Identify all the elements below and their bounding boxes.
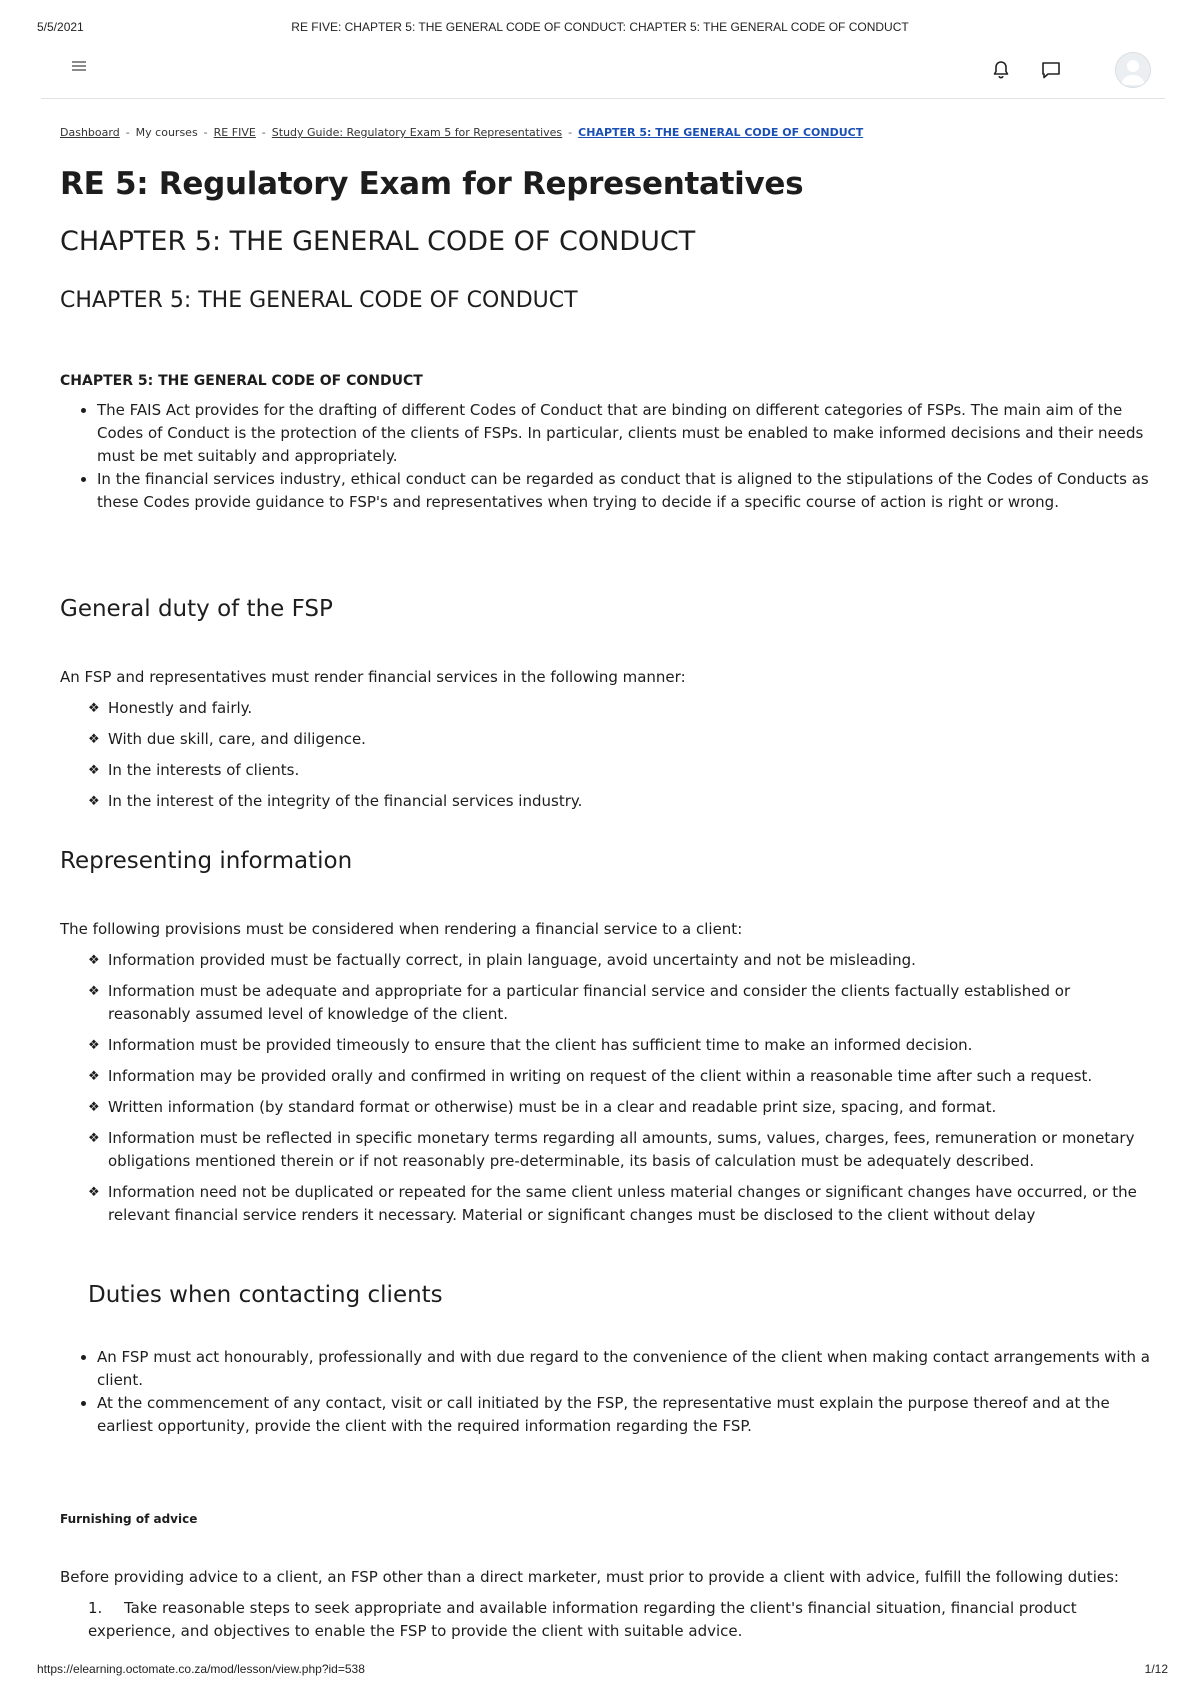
list-item-text: In the interest of the integrity of the financial services industry. — [108, 792, 583, 810]
diamond-bullet-icon: ❖ — [88, 1038, 100, 1053]
list-item — [60, 1034, 1150, 1057]
advice-lead: Before providing advice to a client, an FSP other than a direct marketer, must prior to provide a client with advice, fulfill the following duties: — [60, 1568, 1119, 1586]
list-item-number: 1. — [88, 1599, 103, 1617]
list-item-text: Information must be provided timeously to ensure that the client has sufficient time to make an informed decision. — [108, 1036, 973, 1054]
advice-heading: Furnishing of advice — [60, 1512, 198, 1526]
list-item — [60, 1065, 1150, 1088]
page-title: CHAPTER 5: THE GENERAL CODE OF CONDUCT — [60, 288, 578, 313]
chat-bubble-icon[interactable] — [1039, 58, 1063, 82]
list-item: • The FAIS Act provides for the drafting of different Codes of Conduct that are binding on different categories of FSPs. The main aim of the Codes of Conduct is the protection of the clients of FSPs. In particular, clients must be enabled to make informed decisions and their needs must be met suitably and appropriately. — [97, 399, 1150, 468]
list-item — [60, 1096, 1150, 1119]
list-item-text: Written information (by standard format or otherwise) must be in a clear and readable print size, spacing, and format. — [108, 1098, 997, 1116]
diamond-bullet-icon: ❖ — [88, 1185, 100, 1200]
section-heading-contacting: Duties when contacting clients — [88, 1282, 443, 1308]
course-title: RE 5: Regulatory Exam for Representatives — [60, 166, 804, 202]
intro-section — [60, 370, 1150, 514]
list-item-text: Information must be adequate and appropriate for a particular financial service and consider the clients factually established or reasonably assumed level of knowledge of the client. — [108, 982, 1071, 1023]
breadcrumb-separator: - — [203, 126, 208, 139]
list-item — [60, 1127, 1150, 1173]
top-navbar — [41, 44, 1165, 99]
diamond-bullet-icon: ❖ — [88, 794, 100, 809]
breadcrumb-my-courses[interactable]: My courses — [135, 126, 198, 139]
list-item — [60, 728, 1150, 751]
list-item — [60, 949, 1150, 972]
contacting-bullet-list — [60, 1346, 1150, 1438]
representing-section — [60, 918, 1150, 1235]
diamond-bullet-icon: ❖ — [88, 763, 100, 778]
contacting-section — [60, 1346, 1150, 1438]
diamond-bullet-icon: ❖ — [88, 732, 100, 747]
list-item: • An FSP must act honourably, professionally and with due regard to the convenience of the client when making contact arrangements with a client. — [97, 1346, 1150, 1392]
list-item-text: Information need not be duplicated or repeated for the same client unless material changes or significant changes have occurred, or the relevant financial service renders it necessary. Material or significant changes must be disclosed to the client without delay — [108, 1183, 1137, 1224]
breadcrumb — [60, 126, 863, 139]
breadcrumb-separator: - — [568, 126, 573, 139]
section-heading-representing: Representing information — [60, 848, 353, 874]
list-item-text: Information may be provided orally and confirmed in writing on request of the client within a reasonable time after such a request. — [108, 1067, 1093, 1085]
hamburger-menu-icon[interactable] — [72, 61, 86, 71]
diamond-bullet-icon: ❖ — [88, 984, 100, 999]
print-date: 5/5/2021 — [37, 20, 84, 34]
avatar-icon[interactable] — [1115, 52, 1151, 88]
breadcrumb-current-chapter[interactable]: CHAPTER 5: THE GENERAL CODE OF CONDUCT — [578, 126, 864, 139]
general-duty-section — [60, 666, 1150, 821]
diamond-bullet-icon: ❖ — [88, 1069, 100, 1084]
breadcrumb-study-guide[interactable]: Study Guide: Regulatory Exam 5 for Representatives — [271, 126, 563, 139]
section-heading-general-duty: General duty of the FSP — [60, 596, 333, 622]
bell-icon[interactable] — [989, 58, 1013, 82]
list-item-text: In the interests of clients. — [108, 761, 300, 779]
list-item-text: Information must be reflected in specific monetary terms regarding all amounts, sums, values, charges, fees, remuneration or monetary obligations mentioned therein or if not reasonably pre-determinable, its basis of calculation must be adequately described. — [108, 1129, 1135, 1170]
print-footer — [0, 1662, 1200, 1682]
diamond-bullet-icon: ❖ — [88, 1100, 100, 1115]
intro-heading: CHAPTER 5: THE GENERAL CODE OF CONDUCT — [60, 373, 423, 389]
list-item-text: Honestly and fairly. — [108, 699, 253, 717]
advice-section — [60, 1566, 1150, 1643]
print-title: RE FIVE: CHAPTER 5: THE GENERAL CODE OF CONDUCT: CHAPTER 5: THE GENERAL CODE OF CONDUCT — [291, 20, 909, 34]
print-url: https://elearning.octomate.co.za/mod/lesson/view.php?id=538 — [37, 1662, 365, 1676]
print-page-count: 1/12 — [1144, 1662, 1168, 1676]
list-item — [60, 1597, 1150, 1643]
diamond-bullet-icon: ❖ — [88, 953, 100, 968]
list-item — [60, 697, 1150, 720]
list-item: • At the commencement of any contact, visit or call initiated by the FSP, the representative must explain the purpose thereof and at the earliest opportunity, provide the client with the required information regarding the FSP. — [97, 1392, 1150, 1438]
general-duty-list — [60, 697, 1150, 813]
list-item-text: Take reasonable steps to seek appropriate and available information regarding the client's financial situation, financial product experience, and objectives to enable the FSP to provide the client with suitable advice. — [88, 1599, 1077, 1640]
list-item-text: Information provided must be factually correct, in plain language, avoid uncertainty and not be misleading. — [108, 951, 916, 969]
list-item-text: With due skill, care, and diligence. — [108, 730, 366, 748]
general-duty-lead: An FSP and representatives must render financial services in the following manner: — [60, 668, 686, 686]
list-item — [60, 790, 1150, 813]
intro-bullet-list — [60, 399, 1150, 514]
list-item — [60, 1181, 1150, 1227]
breadcrumb-separator: - — [125, 126, 130, 139]
list-item — [60, 759, 1150, 782]
list-item — [60, 980, 1150, 1026]
breadcrumb-dashboard[interactable]: Dashboard — [60, 126, 120, 139]
breadcrumb-re-five[interactable]: RE FIVE — [213, 126, 256, 139]
breadcrumb-separator: - — [261, 126, 266, 139]
lesson-title: CHAPTER 5: THE GENERAL CODE OF CONDUCT — [60, 226, 696, 257]
diamond-bullet-icon: ❖ — [88, 701, 100, 716]
print-header — [0, 20, 1200, 40]
diamond-bullet-icon: ❖ — [88, 1131, 100, 1146]
representing-list — [60, 949, 1150, 1227]
list-item: • In the financial services industry, ethical conduct can be regarded as conduct that is aligned to the stipulations of the Codes of Conducts as these Codes provide guidance to FSP's and representatives when trying to decide if a specific course of action is right or wrong. — [97, 468, 1150, 514]
representing-lead: The following provisions must be considered when rendering a financial service to a client: — [60, 920, 743, 938]
